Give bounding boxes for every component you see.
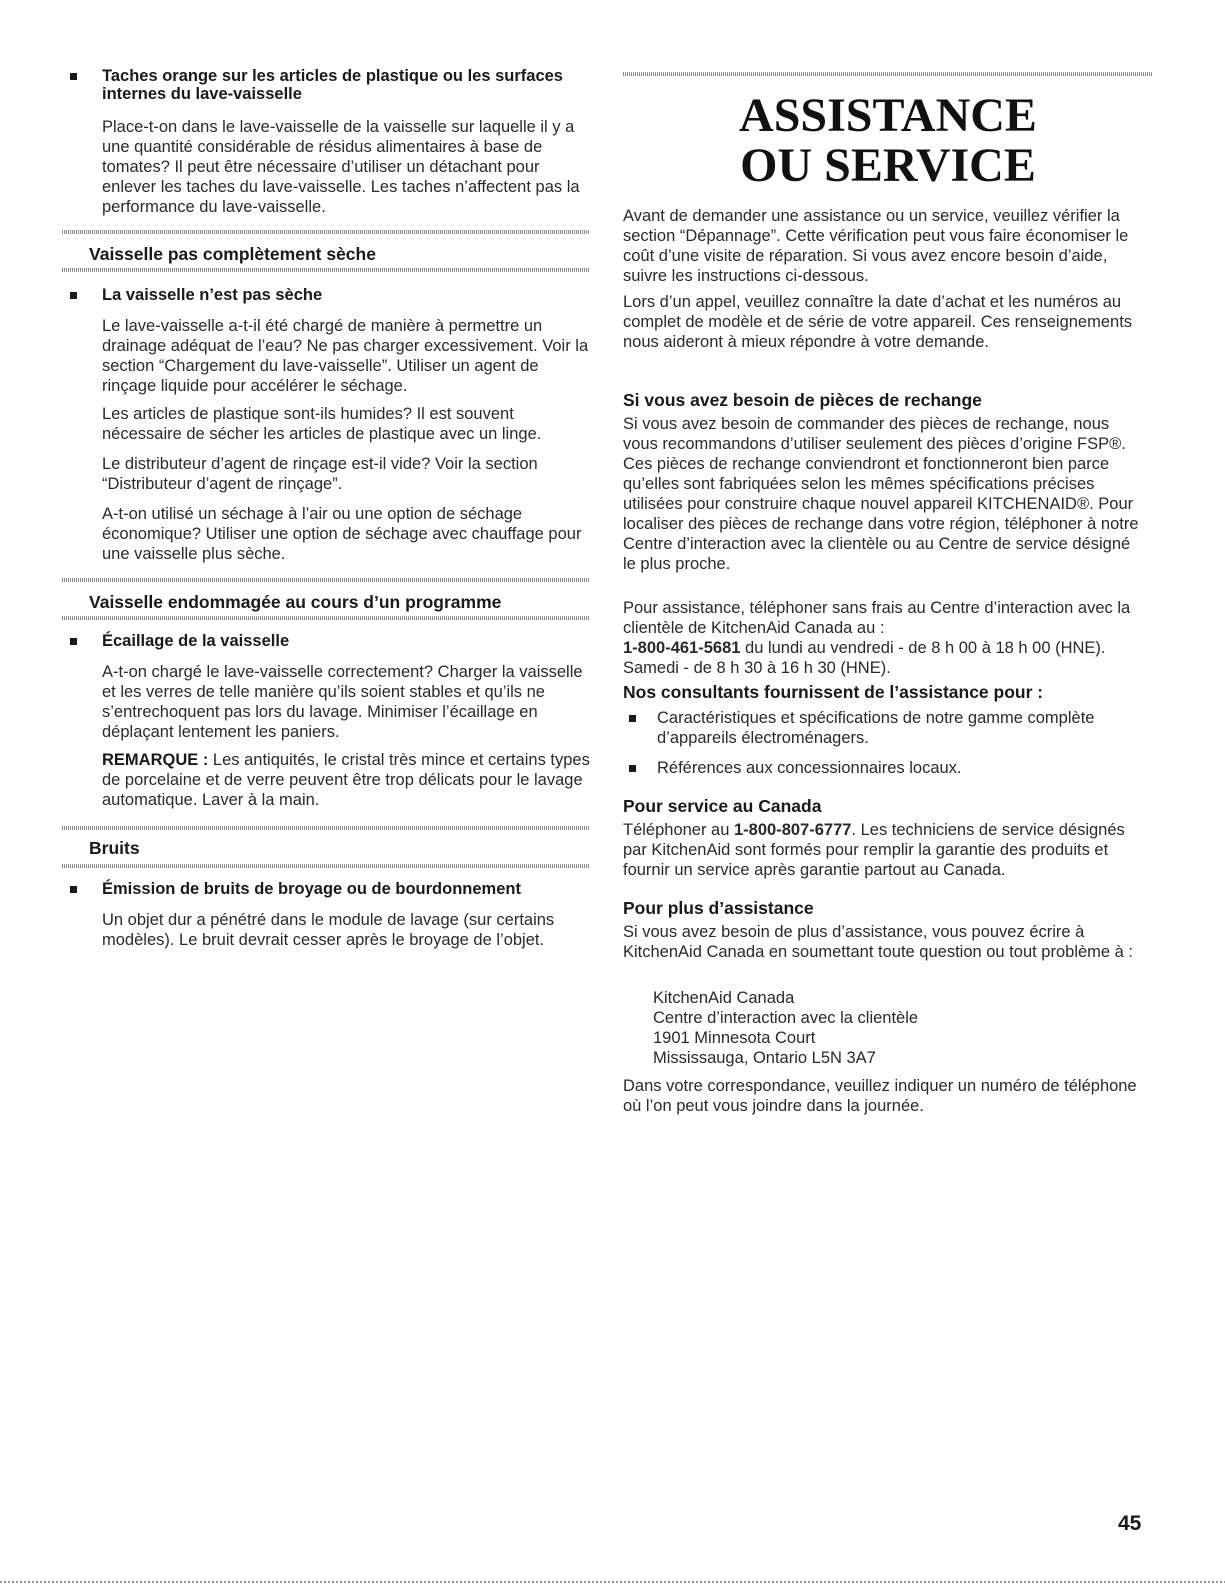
bullet-noise	[62, 880, 590, 898]
service-canada-post: . Les techniciens de service désignés par KitchenAid sont formés pour remplir la garantie des produits et fournir un service après garantie partout au Canada.	[623, 821, 1125, 879]
parts-heading: Si vous avez besoin de pièces de rechange	[623, 390, 982, 410]
bullet-title: Émission de bruits de broyage ou de bourdonnement	[102, 880, 521, 898]
address-line: 1901 Minnesota Court	[653, 1029, 816, 1047]
intro-paragraph-2: Lors d’un appel, veuillez connaître la date d’achat et les numéros au complet de modèle et de série de votre appareil. Ces renseignements nous aideront à mieux répondre à votre demande.	[623, 293, 1133, 351]
hatch-rule	[623, 72, 1153, 76]
address-line: Centre d’interaction avec la clientèle	[653, 1009, 919, 1027]
intro-paragraph-1: Avant de demander une assistance ou un service, veuillez vérifier la section “Dépannage”. Cette vérification peut vous faire économiser le coût d’une visite de réparation. Si vous avez encore besoin d’aide, suivre les instructions ci-dessous.	[623, 207, 1129, 285]
noise-paragraph: Un objet dur a pénétré dans le module de lavage (sur certains modèles). Le bruit devrait cesser après le broyage de l’objet.	[102, 911, 555, 949]
assistance-paragraph	[623, 598, 1143, 678]
assistance-phone: 1-800-461-5681	[623, 639, 741, 657]
bullet-chipping	[62, 632, 590, 650]
service-canada-paragraph	[623, 820, 1143, 880]
bullet-square-icon	[70, 292, 77, 299]
hatch-rule	[62, 268, 590, 272]
damage-note	[102, 750, 590, 810]
bullet-square-icon	[629, 765, 636, 772]
parts-paragraph: Si vous avez besoin de commander des pièces de rechange, nous vous recommandons d’utiliser seulement des pièces d’origine FSP®. Ces pièces de rechange conviendront et fonctionneront bien parce qu’elles sont fabriquées selon les mêmes spécifications précises utilisées pour construire chaque nouvel appareil KITCHENAID®. Pour localiser des pièces de rechange dans votre région, téléphoner à notre Centre d’interaction avec la clientèle ou au Centre de service désigné le plus proche.	[623, 415, 1139, 573]
section-title: Bruits	[89, 838, 140, 858]
consultants-item	[623, 758, 1143, 778]
damage-paragraph-1: A-t-on chargé le lave-vaisselle correctement? Charger la vaisselle et les verres de telle manière qu’ils soient stables et qu’ils ne s’entrechoquent pas lors du lavage. Minimiser l’écaillage en déplaçant lentement les paniers.	[102, 663, 583, 741]
bottom-dotted-rule	[0, 1581, 1225, 1583]
consultants-item-text: Caractéristiques et spécifications de notre gamme complète d’appareils électroménagers.	[657, 709, 1095, 747]
closing-paragraph: Dans votre correspondance, veuillez indiquer un numéro de téléphone où l’on peut vous joindre dans la journée.	[623, 1077, 1137, 1115]
bullet-square-icon	[629, 715, 636, 722]
page-title-line-1: ASSISTANCE	[739, 89, 1037, 142]
hatch-rule	[62, 578, 590, 582]
hatch-rule	[62, 230, 590, 234]
page-title-line-2: OU SERVICE	[740, 139, 1036, 192]
consultants-item-text: Références aux concessionnaires locaux.	[657, 759, 962, 777]
address-line: KitchenAid Canada	[653, 989, 795, 1007]
dry-paragraph-4: A-t-on utilisé un séchage à l’air ou une option de séchage économique? Utiliser une option de séchage avec chauffage pour une vaisselle plus sèche.	[102, 505, 582, 563]
assistance-hours: du lundi au vendredi - de 8 h 00 à 18 h 00 (HNE). Samedi - de 8 h 30 à 16 h 30 (HNE).	[623, 639, 1106, 677]
bullet-square-icon	[70, 73, 77, 80]
note-label: REMARQUE :	[102, 751, 209, 769]
bullet-title: Écaillage de la vaisselle	[102, 632, 290, 650]
more-help-heading: Pour plus d’assistance	[623, 898, 814, 918]
hatch-rule	[62, 826, 590, 830]
dry-paragraph-1: Le lave-vaisselle a-t-il été chargé de manière à permettre un drainage adéquat de l’eau? Ne pas charger excessivement. Voir la section “Chargement du lave-vaisselle”. Utiliser un agent de rinçage liquide pour accélérer le séchage.	[102, 317, 589, 395]
section-title: Vaisselle endommagée au cours d’un programme	[89, 592, 502, 612]
page-number: 45	[1118, 1512, 1142, 1535]
bullet-title: La vaisselle n’est pas sèche	[102, 286, 323, 304]
service-canada-pre: Téléphoner au	[623, 821, 734, 839]
service-canada-heading: Pour service au Canada	[623, 796, 822, 816]
more-help-paragraph: Si vous avez besoin de plus d’assistance, vous pouvez écrire à KitchenAid Canada en soumettant toute question ou tout problème à :	[623, 923, 1134, 961]
consultants-heading: Nos consultants fournissent de l’assistance pour :	[623, 682, 1044, 702]
consultants-item	[623, 708, 1143, 748]
bullet-title: Taches orange sur les articles de plastique ou les surfaces internes du lave-vaisselle	[102, 67, 563, 103]
dry-paragraph-2: Les articles de plastique sont-ils humides? Il est souvent nécessaire de sécher les articles de plastique avec un linge.	[102, 405, 542, 443]
section-title: Vaisselle pas complètement sèche	[89, 244, 376, 264]
hatch-rule	[62, 616, 590, 620]
address-line: Mississauga, Ontario L5N 3A7	[653, 1049, 876, 1067]
bullet-not-dry	[62, 286, 590, 304]
stains-paragraph: Place-t-on dans le lave-vaisselle de la vaisselle sur laquelle il y a une quantité considérable de résidus alimentaires à base de tomates? Il peut être nécessaire d’utiliser un détachant pour enlever les taches du lave-vaisselle. Les taches n’affectent pas la performance du lave-vaisselle.	[102, 118, 580, 216]
note-text: Les antiquités, le cristal très mince et certains types de porcelaine et de verre peuvent être trop délicats pour le lavage automatique. Laver à la main.	[102, 751, 590, 809]
assistance-intro: Pour assistance, téléphoner sans frais au Centre d’interaction avec la clientèle de KitchenAid Canada au :	[623, 599, 1131, 637]
bullet-square-icon	[70, 886, 77, 893]
dry-paragraph-3: Le distributeur d’agent de rinçage est-il vide? Voir la section “Distributeur d’agent de rinçage”.	[102, 455, 538, 493]
service-canada-phone: 1-800-807-6777	[734, 821, 852, 839]
hatch-rule	[62, 864, 590, 868]
bullet-orange-stains	[62, 67, 590, 103]
bullet-square-icon	[70, 638, 77, 645]
